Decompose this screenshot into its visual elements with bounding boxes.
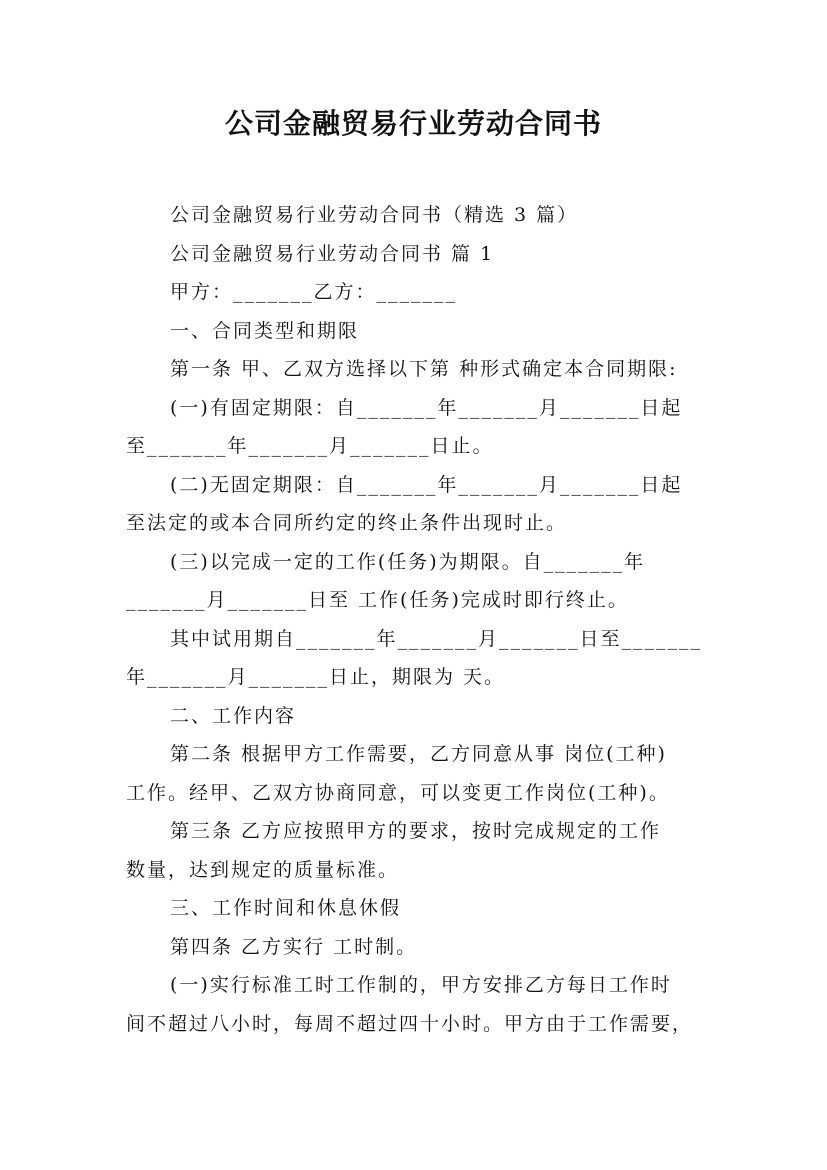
document-line: 二、工作内容	[170, 704, 297, 727]
document-line: 工作。经甲、乙双方协商同意，可以变更工作岗位(工种)。	[126, 781, 670, 804]
document-line: (一)有固定期限：自_______年_______月_______日起	[170, 396, 683, 419]
document-line: 年_______月_______日止，期限为 天。	[126, 666, 506, 688]
document-line: 间不超过八小时，每周不超过四十小时。甲方由于工作需要，	[126, 1012, 694, 1035]
document-line: (一)实行标准工时工作制的，甲方安排乙方每日工作时	[170, 974, 672, 996]
document-line: 第四条 乙方实行 工时制。	[170, 935, 418, 958]
document-line: (三)以完成一定的工作(任务)为期限。自_______年	[170, 550, 646, 573]
document-line: 其中试用期自_______年_______月_______日至_______	[170, 627, 703, 650]
document-line: 第二条 根据甲方工作需要，乙方同意从事 岗位(工种)	[170, 743, 667, 765]
document-line: 至法定的或本合同所约定的终止条件出现时止。	[126, 512, 568, 534]
document-line: 公司金融贸易行业劳动合同书 篇 1	[170, 242, 495, 265]
document-line: 第一条 甲、乙双方选择以下第 种形式确定本合同期限:	[170, 358, 678, 380]
document-line: 公司金融贸易行业劳动合同书（精选 3 篇）	[170, 204, 579, 226]
document-line: _______月_______日至 工作(任务)完成时即行终止。	[126, 589, 629, 611]
document-line: 甲方：_______乙方：_______	[170, 281, 458, 303]
document-line: 数量，达到规定的质量标准。	[126, 858, 400, 881]
document-title: 公司金融贸易行业劳动合同书	[224, 107, 602, 140]
document-line: 三、工作时间和休息休假	[170, 897, 402, 919]
document-body	[126, 196, 706, 1043]
document-line: 第三条 乙方应按照甲方的要求，按时完成规定的工作	[170, 820, 662, 842]
document-line: 一、合同类型和期限	[170, 319, 360, 342]
document-line: 至_______年_______月_______日止。	[126, 435, 494, 457]
document-line: (二)无固定期限：自_______年_______月_______日起	[170, 473, 683, 496]
